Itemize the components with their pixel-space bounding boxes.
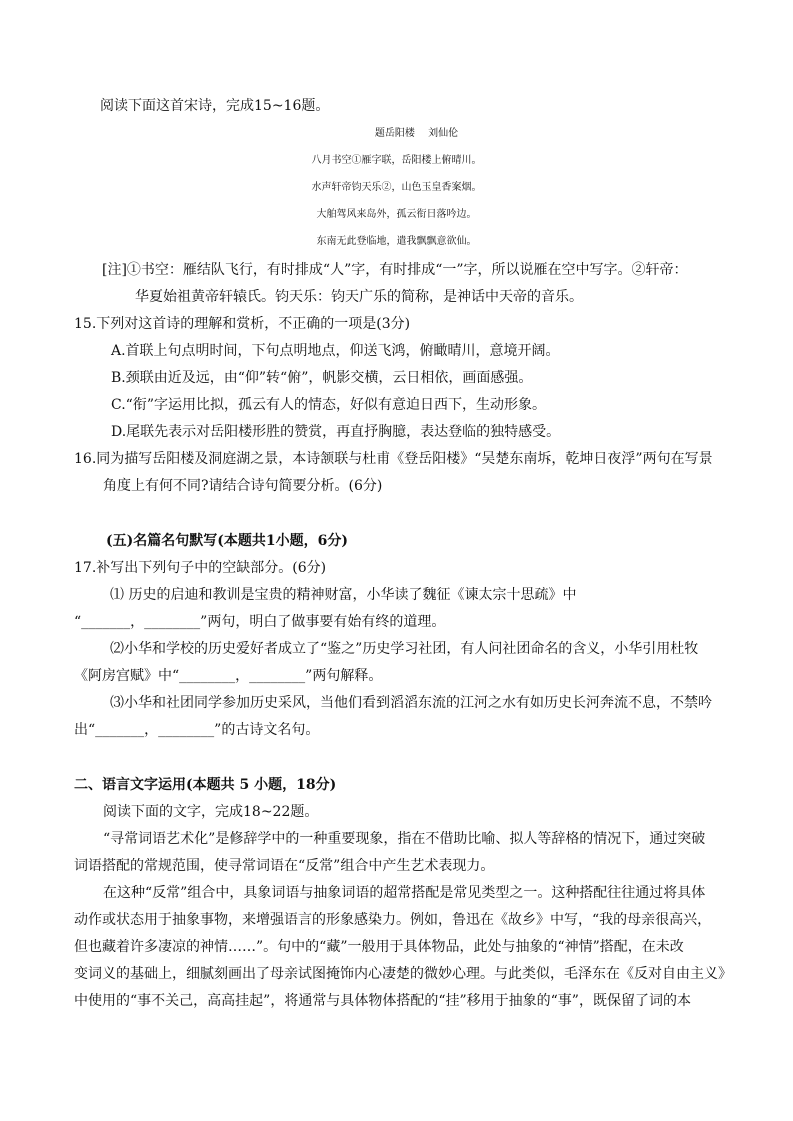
question-16-line-2: 角度上有何不同?请结合诗句简要分析。(6分): [103, 478, 383, 494]
question-17-stem: 17.补写出下列句子中的空缺部分。(6分): [74, 560, 327, 576]
passage-para-2-line-1: 在这种“反常”组合中，具象词语与抽象词语的超常搭配是常见类型之一。这种搭配往往通过将具体: [103, 885, 706, 901]
question-17-part-2-line-2: 《阿房宫赋》中“________，________”两句解释。: [74, 668, 383, 684]
section-5-heading: (五)名篇名句默写(本题共1小题，6分): [106, 533, 348, 549]
question-17-part-2-line-1: ⑵小华和学校的历史爱好者成立了“鉴之”历史学习社团，有人问社团命名的含义，小华引用杜牧: [110, 641, 699, 657]
poem-note-2: 华夏始祖黄帝轩辕氏。钧天乐：钧天广乐的简称，是神话中天帝的音乐。: [135, 289, 583, 305]
question-17-part-3-line-2: 出“_______，________”的古诗文名句。: [74, 722, 320, 738]
question-15-option-a: A.首联上句点明时间，下句点明地点，仰送飞鸿，俯瞰晴川，意境开阔。: [111, 343, 560, 359]
poem-title: 题岳阳楼 刘仙伦: [374, 128, 459, 139]
poem-line-2: 水声轩帝钧天乐②，山色玉皇香案烟。: [311, 182, 482, 193]
poem-line-1: 八月书空①雁字联，岳阳楼上俯晴川。: [311, 155, 482, 166]
question-15-option-b: B.颈联由近及远，由“仰”转“俯”，帆影交横，云日相依，画面感强。: [111, 370, 533, 386]
passage-para-2-line-2: 动作或状态用于抽象事物，来增强语言的形象感染力。例如，鲁迅在《故乡》中写，“我的母亲很高兴，: [74, 912, 712, 928]
part-2-intro: 阅读下面的文字，完成18~22题。: [103, 804, 319, 820]
question-15-option-c: C.“衔”字运用比拟，孤云有人的情态，好似有意迫日西下，生动形象。: [111, 397, 546, 413]
question-17-part-1-line-1: ⑴ 历史的启迪和教训是宝贵的精神财富，小华读了魏征《谏太宗十思疏》中: [110, 587, 577, 603]
passage-para-1-line-2: 词语搭配的常规范围，使寻常词语在“反常”组合中产生艺术表现力。: [74, 858, 495, 874]
question-15-option-d: D.尾联先表示对岳阳楼形胜的赞赏，再直抒胸臆，表达登临的独特感受。: [111, 424, 561, 440]
question-15-stem: 15.下列对这首诗的理解和赏析，不正确的一项是(3分): [74, 316, 411, 332]
poem-line-3: 大舶驾风来岛外，孤云衔日落吟边。: [316, 209, 477, 220]
reading-intro: 阅读下面这首宋诗，完成15~16题。: [100, 98, 330, 114]
poem-note-1: [注]①书空：雁结队飞行，有时排成“人”字，有时排成“一”字，所以说雁在空中写字。②轩帝：: [102, 262, 688, 278]
passage-para-1-line-1: “寻常词语艺术化”是修辞学中的一种重要现象，指在不借助比喻、拟人等辞格的情况下，通过突破: [103, 831, 706, 847]
question-16-line-1: 16.同为描写岳阳楼及洞庭湖之景，本诗颔联与杜甫《登岳阳楼》“吴楚东南坼，乾坤日夜浮”两句在写景: [74, 451, 713, 467]
question-17-part-3-line-1: ⑶小华和社团同学参加历史采风，当他们看到滔滔东流的江河之水有如历史长河奔流不息，不禁吟: [110, 695, 712, 711]
question-17-part-1-line-2: “_______，________”两句，明白了做事要有始有终的道理。: [74, 614, 446, 630]
passage-para-2-line-3: 但也藏着许多凄凉的神情……”。句中的“藏”一般用于具体物品，此处与抽象的“神情”搭配，在未改: [74, 939, 684, 955]
part-2-heading: 二、语言文字运用(本题共 5 小题，18分): [74, 777, 337, 793]
poem-line-4: 东南无此登临地，遣我飘飘意欲仙。: [316, 236, 477, 247]
passage-para-2-line-5: 中使用的“事不关己，高高挂起”，将通常与具体物体搭配的“挂”移用于抽象的“事”，既保留了词的本: [74, 993, 691, 1009]
passage-para-2-line-4: 变词义的基础上，细腻刻画出了母亲试图掩饰内心凄楚的微妙心理。与此类似，毛泽东在《反对自由主义》: [74, 966, 732, 982]
